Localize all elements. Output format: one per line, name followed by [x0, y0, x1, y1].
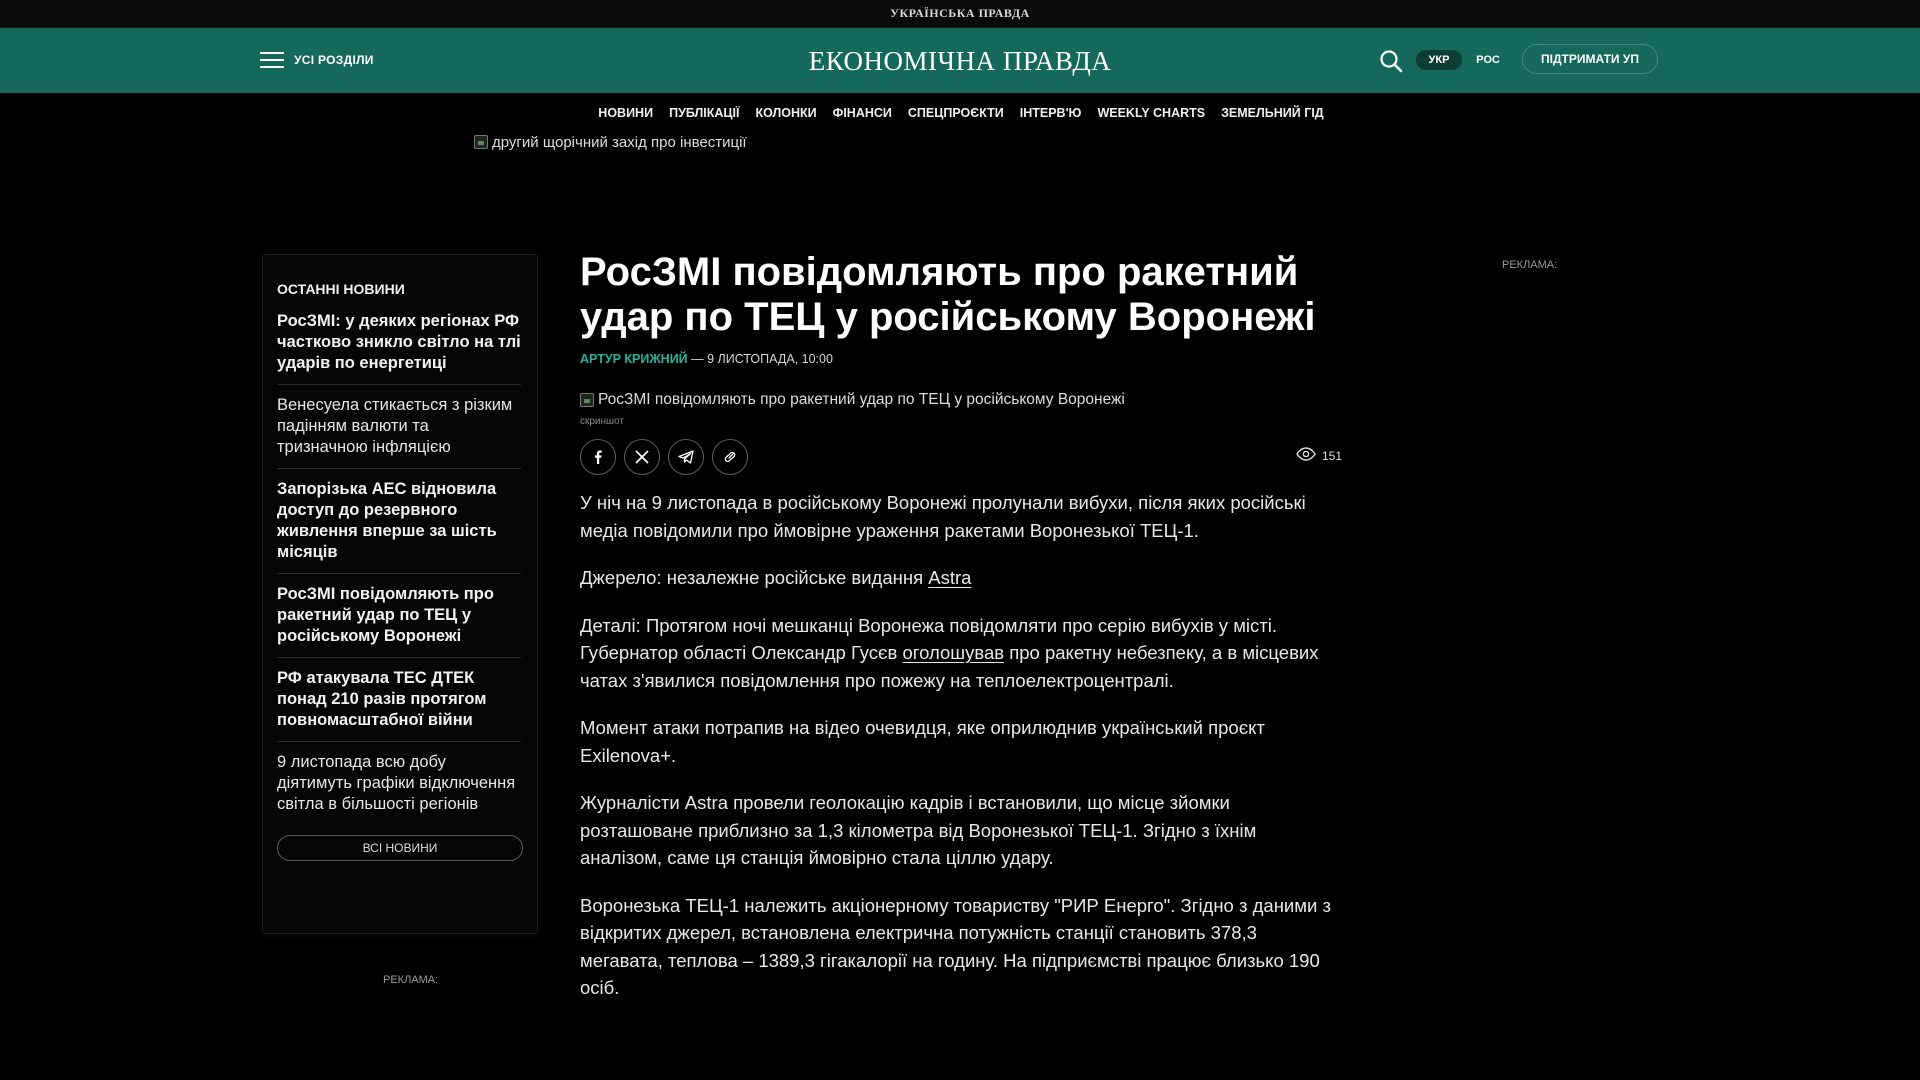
image-caption: скриншот [580, 416, 624, 427]
lang-ukr-button[interactable]: УКР [1416, 50, 1462, 70]
latest-news-item[interactable]: РФ атакувала ТЕС ДТЕК понад 210 разів протягом повномасштабної війни [277, 658, 521, 742]
hero-alt-text: РосЗМІ повідомляють про ракетний удар по ТЕЦ у російському Воронежі [598, 391, 1125, 408]
hero-image [580, 390, 1342, 410]
lang-ros-button[interactable]: РОС [1476, 54, 1500, 66]
article-paragraph: Журналісти Astra провели геолокацію кадрів і встановили, що місце зйомки розташоване приблизно за 1,3 кілометра від Воронезької ТЕЦ-1. Згідно з їхнім аналізом, саме ця станція ймовірно стала ціллю удару. [580, 792, 1257, 868]
nav-interview[interactable]: ІНТЕРВ'Ю [1019, 106, 1082, 120]
source-prefix: Джерело: незалежне російське видання [580, 567, 929, 588]
article-paragraph: Воронезька ТЕЦ-1 належить акціонерному товариству "РИР Енерго". Згідно з даними з відкритих джерел, встановлена електрична потужність станції становить 378,3 мегавата, теплова – 1389,3 гігакалорії на годину. На підприємстві працює близько 190 осіб. [580, 894, 1331, 998]
latest-news-item[interactable]: РосЗМІ повідомляють про ракетний удар по ТЕЦ у російському Воронежі [277, 574, 521, 658]
article-meta [580, 352, 1342, 366]
author-link[interactable]: АРТУР КРИЖНИЙ [580, 352, 688, 366]
all-sections-label: УСІ РОЗДІЛИ [294, 53, 374, 67]
view-counter [1296, 447, 1342, 464]
source-link[interactable]: Astra [928, 567, 972, 588]
up-brand-link[interactable]: УКРАЇНСЬКА ПРАВДА [890, 6, 1030, 20]
link-icon[interactable] [712, 439, 748, 475]
site-logo[interactable]: ЕКОНОМІЧНА ПРАВДА [808, 46, 1112, 76]
latest-news-item[interactable]: 9 листопада всю добу діятимуть графіки відключення світла в більшості регіонів [277, 753, 516, 813]
eye-icon [1296, 447, 1316, 464]
main-nav [0, 100, 1920, 126]
nav-specprojects[interactable]: СПЕЦПРОЄКТИ [907, 106, 1004, 120]
latest-news-item[interactable]: РосЗМІ: у деяких регіонах РФ частково зникло світло на тлі ударів по енергетиці [277, 309, 521, 385]
facebook-icon[interactable] [580, 439, 616, 475]
view-count: 151 [1321, 448, 1342, 463]
site-header [0, 28, 1920, 93]
details-prefix: Деталі: Протягом ночі мешканці Воронежа повідомляти про серію вибухів у місті. Губернатор області Олександр Гусєв [580, 614, 1278, 663]
article-paragraph [580, 564, 1342, 592]
latest-news-item[interactable]: Венесуела стикається з різким падінням валюти та тризначною інфляцією [277, 385, 521, 469]
ad-label-right: РЕКЛАМА: [1502, 259, 1558, 271]
nav-land-guide[interactable]: ЗЕМЕЛЬНИЙ ГІД [1221, 106, 1324, 120]
latest-news-sidebar [262, 254, 538, 934]
article [580, 250, 1342, 998]
nav-finance[interactable]: ФІНАНСИ [832, 106, 892, 120]
ad-label-left: РЕКЛАМА: [383, 974, 439, 986]
article-paragraph: У ніч на 9 листопада в російському Воронежі пролунали вибухи, після яких російські медіа повідомили про ймовірне ураження ракетами Воронезької ТЕЦ-1. [580, 492, 1306, 541]
nav-columns[interactable]: КОЛОНКИ [755, 106, 817, 120]
article-date: — 9 ЛИСТОПАДА, 10:00 [691, 352, 833, 366]
broken-image-icon [580, 393, 594, 407]
broken-image-icon [474, 135, 488, 149]
article-fade-clip [580, 892, 1342, 998]
nav-publications[interactable]: ПУБЛІКАЦІЇ [669, 106, 740, 120]
all-news-button[interactable]: ВСІ НОВИНИ [277, 835, 523, 861]
details-suffix: про ракетну небезпеку, а в місцевих чатах з'явилися повідомлення про пожежу на теплоелектроцентралі. [580, 642, 1319, 691]
latest-news-item[interactable]: Запорізька АЕС відновила доступ до резервного живлення вперше за шість місяців [277, 469, 521, 574]
support-button[interactable]: ПІДТРИМАТИ УП [1522, 44, 1658, 74]
event-banner[interactable] [474, 132, 747, 152]
share-bar [580, 439, 1342, 475]
banner-alt-text: другий щорічний захід про інвестиції [492, 133, 747, 151]
nav-news[interactable]: НОВИНИ [598, 106, 654, 120]
article-paragraph [580, 612, 1342, 695]
announcement-link[interactable]: оголошував [902, 642, 1005, 663]
search-icon[interactable] [1378, 48, 1404, 74]
nav-weekly-charts[interactable]: WEEKLY CHARTS [1097, 106, 1206, 120]
article-title: РосЗМІ повідомляють про ракетний удар по ТЕЦ у російському Воронежі [580, 250, 1316, 339]
latest-news-title: ОСТАННІ НОВИНИ [277, 281, 405, 297]
top-strip [0, 0, 1920, 28]
article-paragraph: Момент атаки потрапив на відео очевидця, яке оприлюднив український проєкт Exilenova+. [580, 717, 1265, 766]
x-icon[interactable] [624, 439, 660, 475]
telegram-icon[interactable] [668, 439, 704, 475]
